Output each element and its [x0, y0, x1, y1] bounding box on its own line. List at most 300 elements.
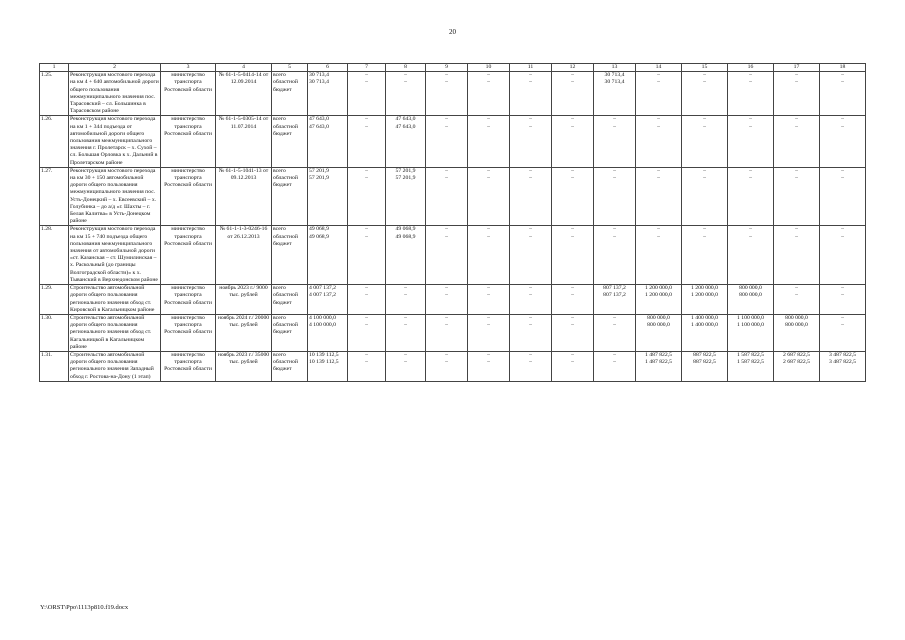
amount-cell [728, 314, 774, 351]
amount-value: – [749, 116, 752, 123]
amount-cell [636, 351, 682, 381]
amount-value: – [703, 167, 706, 174]
amount-value: 2 687 822,5 [782, 359, 810, 366]
amount-cell [386, 167, 426, 226]
amount-value: – [445, 292, 448, 299]
amount-value: – [657, 72, 660, 79]
column-number: 11 [510, 64, 552, 72]
amount-cell [774, 116, 820, 167]
amount-cell [728, 351, 774, 381]
column-number: 1 [40, 64, 69, 72]
amount-value: – [404, 72, 407, 79]
amount-value: – [613, 314, 616, 321]
amount-cell [308, 72, 348, 116]
funding-source-cell [272, 314, 308, 351]
amount-value: – [749, 167, 752, 174]
amount-value: – [703, 123, 706, 130]
amount-value: – [487, 359, 490, 366]
amount-cell [468, 226, 510, 285]
amount-cell [348, 351, 386, 381]
amount-value: – [749, 226, 752, 233]
amount-value: 3 487 822,5 [828, 351, 856, 358]
amount-value: – [404, 79, 407, 86]
amount-cell [348, 116, 386, 167]
amount-value: – [365, 226, 368, 233]
funding-source: всего [273, 351, 286, 358]
amount-cell [594, 314, 636, 351]
amount-value: – [613, 167, 616, 174]
amount-value: – [795, 72, 798, 79]
amount-value: 57 201,9 [395, 175, 416, 182]
amount-value: – [749, 175, 752, 182]
amount-value: – [571, 116, 574, 123]
amount-cell [386, 226, 426, 285]
document-cell: ноябрь 2023 г./ 35000 тыс. рублей [216, 351, 272, 381]
amount-value: – [657, 123, 660, 130]
amount-value: – [365, 123, 368, 130]
amount-value: 57 201,9 [309, 175, 329, 182]
column-number: 12 [552, 64, 594, 72]
amount-value: 800 000,0 [785, 314, 808, 321]
project-name: Строительство автомобильной дороги общего пользования регионального значения обход ст. Кировской в Кагальницком районе [69, 285, 161, 315]
amount-value: – [529, 79, 532, 86]
amount-value: – [613, 359, 616, 366]
amount-value: – [841, 226, 844, 233]
amount-cell [510, 226, 552, 285]
project-name: Строительство автомобильной дороги общего пользования регионального значения Западный обход г. Ростова-на-Дону (1 этап) [69, 351, 161, 381]
amount-value: – [571, 175, 574, 182]
amount-value: – [404, 322, 407, 329]
amount-value: 800 000,0 [739, 285, 762, 292]
amount-cell [426, 167, 468, 226]
amount-value: – [487, 167, 490, 174]
amount-cell [636, 314, 682, 351]
amount-value: – [571, 72, 574, 79]
amount-cell [682, 351, 728, 381]
amount-value: – [365, 79, 368, 86]
amount-value: – [404, 359, 407, 366]
amount-value: – [795, 175, 798, 182]
amount-value: – [841, 167, 844, 174]
amount-value: – [487, 79, 490, 86]
executor-cell: министерство транспорта Ростовской области [161, 72, 216, 116]
amount-value: – [841, 79, 844, 86]
amount-value: 1 587 822,5 [736, 359, 764, 366]
amount-value: – [404, 314, 407, 321]
amount-value: – [571, 167, 574, 174]
funding-source-cell [272, 226, 308, 285]
amount-value: 1 487 822,5 [644, 359, 672, 366]
amount-value: – [487, 175, 490, 182]
funding-source: всего [273, 72, 286, 79]
row-number: 1.29. [40, 285, 69, 315]
amount-cell [682, 226, 728, 285]
amount-value: – [529, 314, 532, 321]
funding-source: областной бюджет [273, 175, 298, 189]
amount-value: – [841, 292, 844, 299]
amount-cell [594, 226, 636, 285]
amount-cell [682, 116, 728, 167]
amount-value: – [445, 123, 448, 130]
amount-cell [728, 285, 774, 315]
amount-value: – [365, 322, 368, 329]
amount-value: – [749, 79, 752, 86]
funding-source-cell [272, 285, 308, 315]
amount-value: – [571, 322, 574, 329]
amount-cell [820, 116, 866, 167]
amount-cell [636, 226, 682, 285]
amount-value: – [445, 351, 448, 358]
column-number: 16 [728, 64, 774, 72]
amount-value: 49 068,9 [309, 226, 329, 233]
column-number: 2 [69, 64, 161, 72]
document-cell: № 61-1-5-0414-14 от 12.09.2014 [216, 72, 272, 116]
amount-value: 10 139 112,5 [309, 351, 339, 358]
amount-value: – [487, 123, 490, 130]
amount-cell [468, 314, 510, 351]
executor-cell: министерство транспорта Ростовской области [161, 226, 216, 285]
amount-value: – [703, 72, 706, 79]
amount-value: 4 100 000,0 [309, 314, 337, 321]
funding-source: областной бюджет [273, 123, 298, 137]
amount-cell [552, 167, 594, 226]
amount-value: – [529, 116, 532, 123]
amount-value: – [703, 233, 706, 240]
funding-source: всего [273, 167, 286, 174]
amount-value: – [529, 175, 532, 182]
column-number: 17 [774, 64, 820, 72]
amount-cell [682, 167, 728, 226]
amount-value: 807 137,2 [603, 292, 626, 299]
amount-value: – [445, 322, 448, 329]
amount-cell [552, 116, 594, 167]
amount-value: – [841, 175, 844, 182]
amount-value: – [703, 79, 706, 86]
amount-cell [774, 226, 820, 285]
amount-cell [348, 285, 386, 315]
amount-cell [510, 116, 552, 167]
table-row [40, 167, 866, 226]
amount-value: – [571, 79, 574, 86]
document-cell: ноябрь 2024 г./ 20000 тыс. рублей [216, 314, 272, 351]
column-number: 7 [348, 64, 386, 72]
amount-value: – [365, 116, 368, 123]
amount-cell [594, 116, 636, 167]
executor-cell: министерство транспорта Ростовской области [161, 116, 216, 167]
amount-value: 887 822,5 [693, 351, 716, 358]
amount-value: – [529, 233, 532, 240]
table-row [40, 351, 866, 381]
funding-source: областной бюджет [273, 322, 298, 336]
amount-value: 2 687 822,5 [782, 351, 810, 358]
amount-cell [552, 72, 594, 116]
row-number: 1.28. [40, 226, 69, 285]
funding-source-cell [272, 72, 308, 116]
amount-value: – [365, 285, 368, 292]
amount-cell [308, 285, 348, 315]
amount-value: 1 200 000,0 [644, 285, 672, 292]
amount-cell [636, 285, 682, 315]
funding-source: всего [273, 314, 286, 321]
amount-cell [468, 167, 510, 226]
amount-value: – [749, 72, 752, 79]
amount-cell [594, 167, 636, 226]
document-cell: № 61-1-5-1041-13 от 09.12.2013 [216, 167, 272, 226]
amount-value: 1 487 822,5 [644, 351, 672, 358]
amount-value: – [571, 314, 574, 321]
amount-value: 47 643,0 [395, 116, 416, 123]
amount-cell [820, 314, 866, 351]
amount-value: 800 000,0 [785, 322, 808, 329]
amount-value: 807 137,2 [603, 285, 626, 292]
column-number: 3 [161, 64, 216, 72]
amount-value: 800 000,0 [647, 322, 670, 329]
amount-value: – [571, 285, 574, 292]
amount-value: – [487, 226, 490, 233]
amount-cell [636, 116, 682, 167]
amount-value: 4 007 137,2 [309, 285, 337, 292]
amount-value: – [613, 233, 616, 240]
amount-cell [594, 72, 636, 116]
amount-cell [552, 351, 594, 381]
amount-cell [386, 314, 426, 351]
amount-value: – [571, 351, 574, 358]
amount-value: – [529, 123, 532, 130]
amount-value: 10 139 112,5 [309, 359, 339, 366]
amount-cell [594, 351, 636, 381]
amount-cell [510, 314, 552, 351]
amount-cell [552, 314, 594, 351]
amount-value: – [749, 123, 752, 130]
amount-value: – [445, 116, 448, 123]
amount-value: – [404, 351, 407, 358]
amount-cell [308, 116, 348, 167]
executor-cell: министерство транспорта Ростовской области [161, 314, 216, 351]
table-row [40, 72, 866, 116]
amount-value: 1 200 000,0 [644, 292, 672, 299]
amount-value: – [841, 72, 844, 79]
amount-cell [728, 167, 774, 226]
amount-value: – [571, 226, 574, 233]
project-name: Строительство автомобильной дороги общего пользования регионального значения обход ст. Кагальницкой в Кагальницком районе [69, 314, 161, 351]
budget-table [39, 63, 866, 382]
amount-value: – [487, 322, 490, 329]
amount-value: – [613, 226, 616, 233]
amount-value: 1 100 000,0 [736, 314, 764, 321]
amount-cell [386, 116, 426, 167]
amount-value: – [613, 322, 616, 329]
amount-value: 800 000,0 [739, 292, 762, 299]
amount-value: – [657, 226, 660, 233]
amount-value: – [365, 351, 368, 358]
amount-value: – [657, 79, 660, 86]
document-cell: № 61-1-5-0305-14 от 11.07.2014 [216, 116, 272, 167]
amount-value: – [613, 175, 616, 182]
amount-value: – [404, 285, 407, 292]
amount-cell [820, 351, 866, 381]
amount-value: – [795, 116, 798, 123]
funding-source: областной бюджет [273, 79, 298, 93]
executor-cell: министерство транспорта Ростовской области [161, 167, 216, 226]
amount-cell [468, 351, 510, 381]
row-number: 1.31. [40, 351, 69, 381]
amount-value: – [445, 72, 448, 79]
amount-cell [820, 226, 866, 285]
amount-value: 57 201,9 [395, 167, 416, 174]
amount-cell [552, 285, 594, 315]
amount-value: 1 400 000,0 [690, 314, 718, 321]
funding-source: всего [273, 116, 286, 123]
amount-value: – [571, 359, 574, 366]
amount-value: 57 201,9 [309, 167, 329, 174]
row-number: 1.27. [40, 167, 69, 226]
amount-cell [426, 72, 468, 116]
amount-value: 1 400 000,0 [690, 322, 718, 329]
amount-value: – [365, 72, 368, 79]
column-number-row [40, 64, 866, 72]
amount-value: – [487, 285, 490, 292]
amount-cell [636, 167, 682, 226]
amount-value: 887 822,5 [693, 359, 716, 366]
column-number: 18 [820, 64, 866, 72]
amount-cell [426, 314, 468, 351]
amount-cell [348, 72, 386, 116]
amount-cell [308, 314, 348, 351]
document-cell: ноябрь 2023 г./ 9000 тыс. рублей [216, 285, 272, 315]
amount-value: 4 100 000,0 [309, 322, 337, 329]
amount-value: 4 007 137,2 [309, 292, 337, 299]
amount-cell [348, 314, 386, 351]
amount-value: – [657, 116, 660, 123]
amount-cell [468, 116, 510, 167]
amount-value: 30 713,4 [309, 72, 329, 79]
amount-value: – [529, 322, 532, 329]
amount-value: – [795, 226, 798, 233]
row-number: 1.25. [40, 72, 69, 116]
amount-cell [308, 167, 348, 226]
executor-cell: министерство транспорта Ростовской области [161, 351, 216, 381]
amount-cell [774, 167, 820, 226]
amount-value: – [529, 72, 532, 79]
funding-source: областной бюджет [273, 292, 298, 306]
amount-value: – [613, 123, 616, 130]
amount-cell [594, 285, 636, 315]
amount-value: – [487, 314, 490, 321]
amount-value: – [487, 292, 490, 299]
funding-source: всего [273, 226, 286, 233]
amount-value: – [445, 167, 448, 174]
amount-cell [510, 351, 552, 381]
funding-source-cell [272, 351, 308, 381]
amount-value: 3 487 822,5 [828, 359, 856, 366]
amount-value: 1 100 000,0 [736, 322, 764, 329]
amount-value: – [445, 359, 448, 366]
amount-value: – [529, 167, 532, 174]
amount-cell [774, 314, 820, 351]
amount-cell [552, 226, 594, 285]
column-number: 15 [682, 64, 728, 72]
amount-cell [348, 226, 386, 285]
row-number: 1.30. [40, 314, 69, 351]
amount-value: – [795, 285, 798, 292]
amount-value: 30 713,4 [309, 79, 329, 86]
amount-value: 30 713,4 [604, 72, 625, 79]
amount-value: – [703, 175, 706, 182]
amount-cell [386, 351, 426, 381]
amount-value: – [795, 292, 798, 299]
project-name: Реконструкция мостового перехода на км 15 + 740 подъезда общего пользования межмуниципального значения от автомобильной дороги «ст. Казанская – ст. Шумилинская – х. Раскольный (до границы Волгоградской области)» к х. Тыванский в Верхнедонском районе [69, 226, 161, 285]
amount-value: – [795, 233, 798, 240]
amount-value: – [365, 314, 368, 321]
amount-value: 47 643,0 [309, 123, 329, 130]
amount-value: – [657, 175, 660, 182]
amount-value: – [613, 351, 616, 358]
amount-value: – [529, 285, 532, 292]
amount-value: – [657, 233, 660, 240]
amount-value: – [749, 233, 752, 240]
table-row [40, 285, 866, 315]
amount-value: 49 068,9 [309, 233, 329, 240]
amount-value: – [445, 175, 448, 182]
amount-cell [386, 72, 426, 116]
project-name: Реконструкция мостового перехода на км 30 + 150 автомобильной дороги общего пользования межмуниципального значения пос. Усть-Донецкий – х. Евсеевский – х. Голубинка – до а/д «г. Шахты – г. Белая Калитва» в Усть-Донецком районе [69, 167, 161, 226]
amount-cell [426, 226, 468, 285]
amount-cell [426, 116, 468, 167]
amount-value: – [487, 116, 490, 123]
amount-value: – [365, 175, 368, 182]
amount-value: 1 200 000,0 [690, 285, 718, 292]
amount-value: – [487, 72, 490, 79]
column-number: 13 [594, 64, 636, 72]
amount-value: – [445, 285, 448, 292]
amount-value: – [841, 285, 844, 292]
amount-cell [820, 72, 866, 116]
executor-cell: министерство транспорта Ростовской области [161, 285, 216, 315]
amount-value: – [571, 292, 574, 299]
amount-cell [774, 72, 820, 116]
file-path-footer: Y:\ORST\Ppo\1113p810.f19.docx [40, 604, 129, 611]
amount-cell [386, 285, 426, 315]
column-number: 4 [216, 64, 272, 72]
column-number: 5 [272, 64, 308, 72]
amount-cell [308, 226, 348, 285]
amount-cell [468, 285, 510, 315]
amount-value: – [365, 167, 368, 174]
amount-value: – [703, 116, 706, 123]
amount-cell [510, 167, 552, 226]
amount-value: – [529, 226, 532, 233]
amount-value: – [795, 123, 798, 130]
amount-value: – [529, 359, 532, 366]
amount-value: – [795, 167, 798, 174]
amount-value: – [445, 233, 448, 240]
document-cell: № 61-1-1-3-0246-16 от 26.12.2013 [216, 226, 272, 285]
amount-cell [820, 285, 866, 315]
amount-value: – [841, 116, 844, 123]
amount-value: 47 643,0 [309, 116, 329, 123]
column-number: 9 [426, 64, 468, 72]
amount-value: – [487, 351, 490, 358]
page-number: 20 [449, 28, 456, 36]
table-row [40, 226, 866, 285]
amount-value: 1 587 822,5 [736, 351, 764, 358]
amount-cell [426, 351, 468, 381]
column-number: 6 [308, 64, 348, 72]
amount-value: – [841, 322, 844, 329]
funding-source-cell [272, 116, 308, 167]
column-number: 14 [636, 64, 682, 72]
funding-source: областной бюджет [273, 359, 298, 373]
